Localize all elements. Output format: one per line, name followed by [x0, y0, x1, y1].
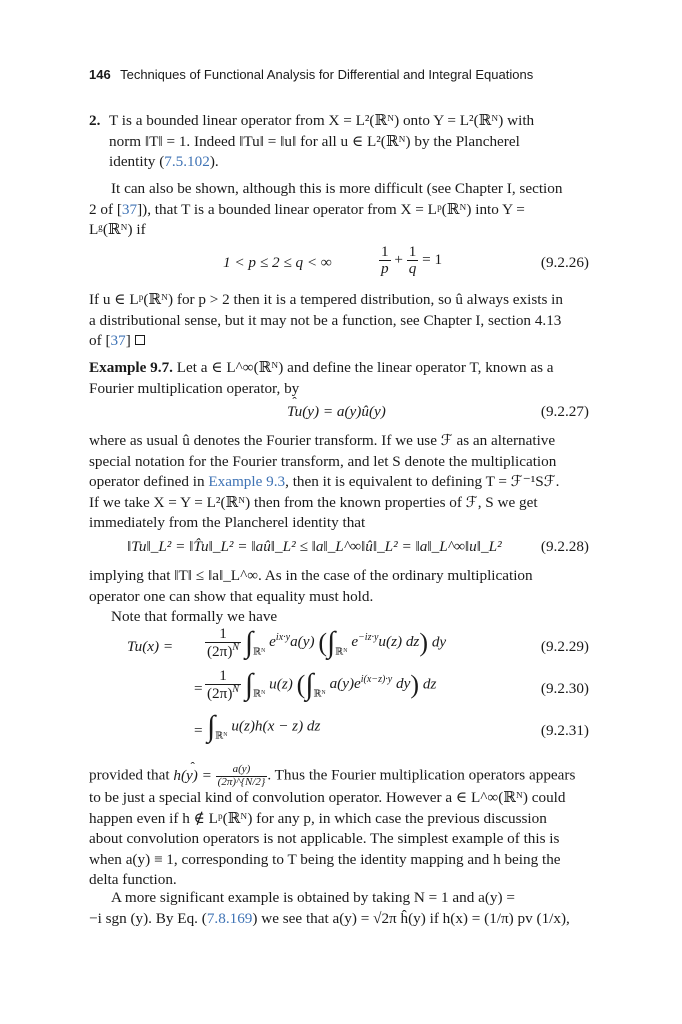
text-line: T is a bounded linear operator from X = L²(ℝᴺ) onto Y = L²(ℝᴺ) with	[109, 112, 535, 129]
text-line: If u ∈ Lᵖ(ℝᴺ) for p > 2 then it is a tempered distribution, so û always exists in	[89, 291, 563, 308]
equation-link[interactable]: 7.5.102	[164, 153, 210, 170]
text-line: identity (7.5.102).	[109, 153, 219, 170]
eq-expression: ‖Tu‖_L² = ‖T̂u‖_L² = ‖aû‖_L² ≤ ‖a‖_L^∞‖û‖_L² = ‖a‖_L^∞‖u‖_L²	[127, 538, 502, 555]
text-line: happen even if h ∉ Lᵖ(ℝᴺ) for any p, in which case the previous discussion	[89, 809, 547, 827]
text-line: a distributional sense, but it may not be a function, see Chapter I, section 4.13	[89, 311, 562, 329]
text-line: If we take X = Y = L²(ℝᴺ) then from the known properties of ℱ, S we get	[89, 493, 538, 511]
text-line: where as usual û denotes the Fourier transform. If we use ℱ as an alternative	[89, 432, 556, 449]
text-line: about convolution operators is not applicable. The simplest example of this is	[89, 830, 560, 848]
paragraph-tempered	[89, 290, 589, 352]
text-line: Example 9.7. Let a ∈ L^∞(ℝᴺ) and define the linear operator T, known as a	[89, 359, 554, 376]
text-line: norm ‖T‖ = 1. Indeed ‖Tu‖ = ‖u‖ for all u ∈ L²(ℝᴺ) by the Plancherel	[109, 132, 520, 150]
equation-number: (9.2.30)	[540, 680, 589, 697]
equation-9-2-27: ˆ Tu(y) = a(y)û(y) (9.2.27)	[89, 403, 589, 425]
text-line: Note that formally we have	[111, 608, 278, 625]
text-line: −i sgn (y). By Eq. (7.8.169) we see that a(y) = √2π ĥ(y) if h(x) = (1/π) pv (1/x),	[89, 909, 570, 927]
text-line: implying that ‖T‖ ≤ ‖a‖_L^∞. As in the case of the ordinary multiplication	[89, 567, 533, 584]
paragraph-provided	[89, 764, 589, 891]
equation-9-2-31: = $\int_{ℝᴺ}$ u(z)h(x − z) dz (9.2.31)	[194, 710, 589, 743]
equation-number: (9.2.27)	[540, 403, 589, 420]
paragraph-lp-bound	[89, 179, 589, 241]
citation-link[interactable]: 37	[110, 332, 126, 349]
qed-square-icon	[135, 335, 145, 345]
example-label: Example 9.7.	[89, 359, 173, 376]
paragraph-implying	[89, 566, 589, 628]
text-line: provided that ˆ h(y) = $\frac{a(y)}{(2\pi)\^{}\{N/2\}}$ . Thus the Fourier multiplication operators appears	[89, 764, 589, 788]
text-line: It can also be shown, although this is more difficult (see Chapter I, section	[111, 180, 563, 197]
text-line: Fourier multiplication operator, by	[89, 379, 300, 397]
example-9-7	[89, 358, 589, 399]
equation-9-2-30: = $\frac{1}{(2\pi)^N}$ $\int_{ℝᴺ}$ u(z) ($\int_{ℝᴺ}$ $a(y)e^{i(x-z)\cdot y}$ dy) dz (9.2.30)	[194, 667, 589, 702]
eq-condition: 1 < p ≤ 2 ≤ q < ∞	[223, 254, 332, 271]
text-line: delta function.	[89, 871, 177, 889]
equation-number: (9.2.31)	[540, 722, 589, 739]
equation-number: (9.2.29)	[540, 638, 589, 655]
text-line: 2 of [37]), that T is a bounded linear operator from X = Lᵖ(ℝᴺ) into Y =	[89, 200, 525, 218]
paragraph-notation	[89, 431, 589, 534]
text-line: to be just a special kind of convolution operator. However a ∈ L^∞(ℝᴺ) could	[89, 789, 566, 807]
integral-sign: ∫	[244, 625, 254, 659]
list-item-label: 2.	[89, 112, 101, 129]
example-link[interactable]: Example 9.3	[208, 473, 286, 490]
integral-sign: ∫	[207, 710, 216, 743]
equation-number: (9.2.26)	[540, 254, 589, 271]
equation-number: (9.2.28)	[540, 538, 589, 555]
equation-9-2-28	[89, 538, 589, 560]
text-line: A more significant example is obtained by taking N = 1 and a(y) =	[111, 889, 515, 906]
paragraph-significant	[89, 888, 589, 929]
equation-link[interactable]: 7.8.169	[206, 909, 253, 927]
equation-9-2-26: 1 < p ≤ 2 ≤ q < ∞ $\frac{1}{p}$ + $\frac{1}{q}$ = 1 (9.2.26)	[223, 243, 589, 277]
book-title: Techniques of Functional Analysis for Differential and Integral Equations	[120, 67, 534, 82]
integral-sign: ∫	[244, 667, 254, 701]
text-line: operator one can show that equality must hold.	[89, 587, 374, 605]
equation-9-2-29: Tu(x) = $\frac{1}{(2\pi)^N}$ $\int_{ℝᴺ}$ $e^{ix\cdot y}a(y)$ ($\int_{ℝᴺ}$ $e^{-iz\cdot y}u(z)$ dz) dy (9.2.29)	[127, 625, 589, 660]
text-line: Lᵍ(ℝᴺ) if	[89, 221, 146, 238]
text-line: of [37]	[89, 331, 589, 352]
list-item-2	[89, 111, 609, 173]
page-number: 146	[89, 67, 111, 82]
text-line: operator defined in Example 9.3, then it is equivalent to defining T = ℱ⁻¹Sℱ.	[89, 473, 560, 490]
text-line: immediately from the Plancherel identity that	[89, 514, 366, 531]
running-header	[89, 67, 533, 82]
book-page	[89, 0, 589, 1024]
text-line: special notation for the Fourier transform, and let S denote the multiplication	[89, 452, 557, 470]
citation-link[interactable]: 37	[121, 200, 138, 218]
text-line: when a(y) ≡ 1, corresponding to T being the identity mapping and h being the	[89, 850, 561, 868]
